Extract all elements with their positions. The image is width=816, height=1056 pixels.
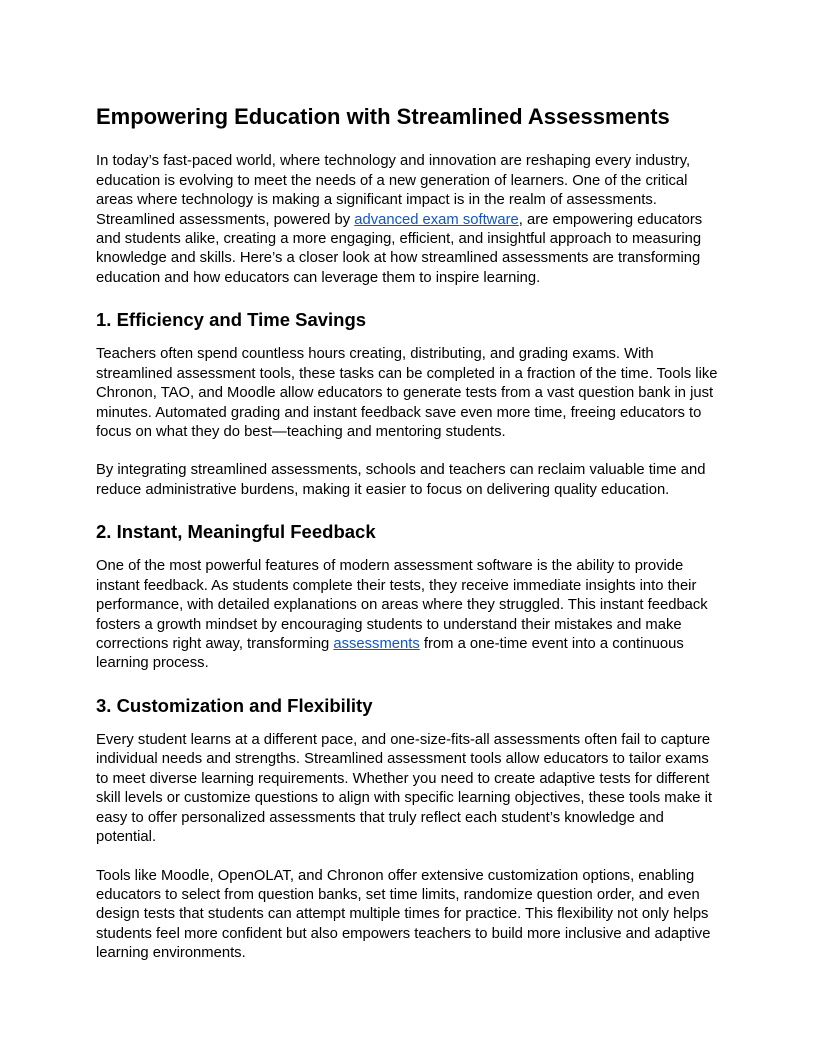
section-1-paragraph-1: Teachers often spend countless hours creating, distributing, and grading exams. With streamlined assessment tools, these tasks can be completed in a fraction of the time. Tools like Chronon, TAO, and Moodle allow educators to generate tests from a vast question bank in just minutes. Automated grading and instant feedback save even more time, freeing educators to focus on what they do best—teaching and mentoring students. xyxy=(96,346,718,441)
intro-text-before-link: In today’s fast-paced world, where technology and innovation are reshaping every industry, education is evolving to meet the needs of a new generation of learners. One of the critical areas where technology is making a significant impact is in the realm of assessments. Streamlined assessments, powered by xyxy=(96,153,691,228)
section-2-paragraph-1 xyxy=(96,557,720,673)
section-1-heading: 1. Efficiency and Time Savings xyxy=(96,309,367,331)
section-3-paragraph-1: Every student learns at a different pace, and one-size-fits-all assessments often fail to capture individual needs and strengths. Streamlined assessment tools allow educators to tailor exams to meet diverse learning requirements. Whether you need to create adaptive tests for different skill levels or customize questions to align with specific learning objectives, these tools make it easy to offer personalized assessments that truly reflect each student’s knowledge and potential. xyxy=(96,732,712,846)
section-3-heading: 3. Customization and Flexibility xyxy=(96,694,373,716)
section-3-paragraph-2: Tools like Moodle, OpenOLAT, and Chronon offer extensive customization options, enabling educators to select from question banks, set time limits, randomize question order, and even design tests that students can attempt multiple times for practice. This flexibility not only helps students feel more confident but also empowers teachers to build more inclusive and adaptive learning environments. xyxy=(96,867,711,962)
intro-text-after-link: , are empowering educators and students alike, creating a more engaging, efficient, and insightful approach to measuring knowledge and skills. Here’s a closer look at how streamlined assessments are transforming education and how educators can leverage them to inspire learning. xyxy=(96,211,703,286)
intro-paragraph xyxy=(96,152,720,288)
document-title: Empowering Education with Streamlined Assessments xyxy=(96,104,670,129)
section-1-paragraph-2: By integrating streamlined assessments, schools and teachers can reclaim valuable time and reduce administrative burdens, making it easier to focus on delivering quality education. xyxy=(96,462,706,498)
assessments-link[interactable]: assessments xyxy=(333,636,420,653)
section-2-text-before-link: One of the most powerful features of modern assessment software is the ability to provide instant feedback. As students complete their tests, they receive immediate insights into their performance, with detailed explanations on areas where they struggled. This instant feedback fosters a growth mindset by encouraging students to understand their mistakes and make corrections right away, transforming xyxy=(96,558,708,653)
section-2-text-after-link: from a one-time event into a continuous learning process. xyxy=(96,636,684,672)
section-2-heading: 2. Instant, Meaningful Feedback xyxy=(96,521,376,543)
advanced-exam-software-link[interactable]: advanced exam software xyxy=(354,211,519,228)
